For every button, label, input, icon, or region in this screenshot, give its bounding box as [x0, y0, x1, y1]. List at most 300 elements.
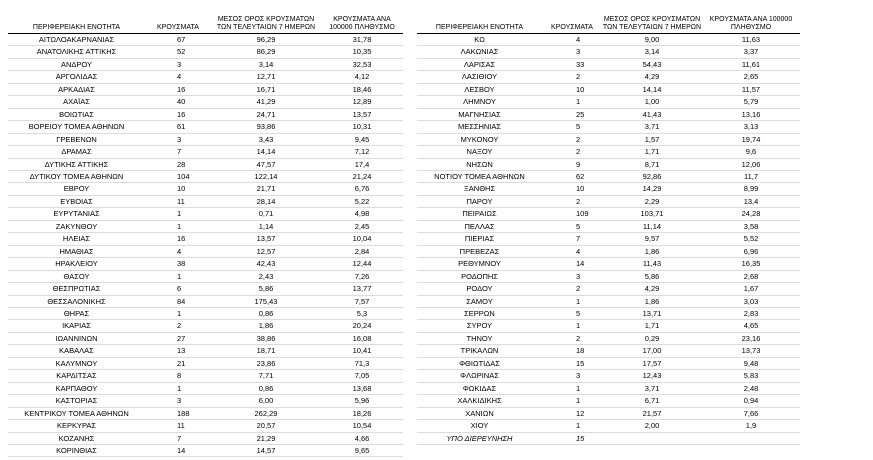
region-cell: ΓΡΕΒΕΝΩΝ [8, 133, 145, 145]
per100k-cell: 5,3 [321, 307, 403, 319]
cases-cell: 4 [542, 245, 602, 257]
table-row [417, 183, 800, 195]
table-row [417, 270, 800, 282]
region-cell: ΛΗΜΝΟΥ [417, 96, 542, 108]
per100k-cell: 2,84 [321, 245, 403, 257]
avg7-cell: 54,43 [602, 58, 702, 70]
table-row [8, 345, 403, 357]
region-cell: ΘΗΡΑΣ [8, 307, 145, 319]
per100k-cell: 7,05 [321, 370, 403, 382]
avg7-cell: 6,00 [211, 395, 321, 407]
table-row [8, 208, 403, 220]
avg7-cell: 1,71 [602, 320, 702, 332]
avg7-cell: 5,86 [602, 270, 702, 282]
region-cell: ΧΑΝΙΩΝ [417, 407, 542, 419]
avg7-cell: 92,86 [602, 170, 702, 182]
table-row [8, 245, 403, 257]
per100k-cell: 3,13 [702, 121, 800, 133]
per100k-cell: 10,41 [321, 345, 403, 357]
per100k-cell: 10,54 [321, 420, 403, 432]
table-row [8, 121, 403, 133]
table-row [8, 332, 403, 344]
region-cell: ΗΜΑΘΙΑΣ [8, 245, 145, 257]
table-row [417, 283, 800, 295]
table-row [417, 258, 800, 270]
cases-cell: 3 [542, 270, 602, 282]
region-cell: ΚΑΡΠΑΘΟΥ [8, 382, 145, 394]
avg7-cell: 12,43 [602, 370, 702, 382]
region-cell: ΡΕΘΥΜΝΟΥ [417, 258, 542, 270]
table-body-left [8, 34, 403, 457]
region-cell: ΔΥΤΙΚΗΣ ΑΤΤΙΚΗΣ [8, 158, 145, 170]
region-cell: ΣΥΡΟΥ [417, 320, 542, 332]
cases-cell: 10 [542, 83, 602, 95]
cases-cell: 3 [542, 46, 602, 58]
region-cell: ΝΟΤΙΟΥ ΤΟΜΕΑ ΑΘΗΝΩΝ [417, 170, 542, 182]
table-row [8, 258, 403, 270]
cases-cell: 11 [145, 420, 211, 432]
cases-cell: 10 [542, 183, 602, 195]
cases-cell: 4 [145, 245, 211, 257]
per100k-cell: 11,61 [702, 58, 800, 70]
avg7-cell: 1,00 [602, 96, 702, 108]
cases-cell: 2 [542, 133, 602, 145]
table-row [8, 46, 403, 58]
per100k-cell: 9,6 [702, 146, 800, 158]
region-cell: ΖΑΚΥΝΘΟΥ [8, 220, 145, 232]
avg7-cell: 103,71 [602, 208, 702, 220]
per100k-cell: 7,26 [321, 270, 403, 282]
region-cell: ΚΑΒΑΛΑΣ [8, 345, 145, 357]
cases-cell: 8 [145, 370, 211, 382]
cases-cell: 1 [145, 220, 211, 232]
table-row [417, 220, 800, 232]
table-header-row [8, 16, 403, 34]
table-row [417, 83, 800, 95]
region-cell: ΝΑΞΟΥ [417, 146, 542, 158]
avg7-cell: 1,86 [211, 320, 321, 332]
cases-cell: 14 [145, 444, 211, 456]
per100k-cell: 11,63 [702, 34, 800, 46]
avg7-cell: 9,00 [602, 34, 702, 46]
per100k-cell: 4,98 [321, 208, 403, 220]
per100k-cell: 12,89 [321, 96, 403, 108]
per100k-cell: 3,03 [702, 295, 800, 307]
cases-cell: 2 [145, 320, 211, 332]
per100k-cell: 18,46 [321, 83, 403, 95]
table-row [8, 432, 403, 444]
per100k-cell: 10,35 [321, 46, 403, 58]
avg7-cell: 41,29 [211, 96, 321, 108]
avg7-cell: 41,43 [602, 108, 702, 120]
region-cell: ΠΕΛΛΑΣ [417, 220, 542, 232]
region-cell: ΑΡΚΑΔΙΑΣ [8, 83, 145, 95]
per100k-cell: 5,52 [702, 233, 800, 245]
per100k-cell: 0,94 [702, 395, 800, 407]
region-cell: ΔΥΤΙΚΟΥ ΤΟΜΕΑ ΑΘΗΝΩΝ [8, 170, 145, 182]
per100k-cell: 5,22 [321, 195, 403, 207]
table-row [417, 58, 800, 70]
table-row [417, 420, 800, 432]
region-cell: ΦΘΙΩΤΙΔΑΣ [417, 357, 542, 369]
region-cell: ΚΑΛΥΜΝΟΥ [8, 357, 145, 369]
cases-cell: 67 [145, 34, 211, 46]
cases-cell: 27 [145, 332, 211, 344]
region-cell: ΧΑΛΚΙΔΙΚΗΣ [417, 395, 542, 407]
region-cell: ΗΛΕΙΑΣ [8, 233, 145, 245]
per100k-cell: 9,48 [702, 357, 800, 369]
avg7-cell: 2,29 [602, 195, 702, 207]
header-per100k: ΚΡΟΥΣΜΑΤΑ ΑΝΑ 100000 ΠΛΗΘΥΣΜΟ [321, 16, 403, 34]
per100k-cell: 9,65 [321, 444, 403, 456]
table-row [8, 220, 403, 232]
per100k-cell: 5,79 [702, 96, 800, 108]
cases-cell: 3 [145, 133, 211, 145]
avg7-cell: 262,29 [211, 407, 321, 419]
cases-cell: 11 [145, 195, 211, 207]
per100k-cell: 3,58 [702, 220, 800, 232]
avg7-cell: 1,57 [602, 133, 702, 145]
table-row [8, 407, 403, 419]
cases-cell: 2 [542, 195, 602, 207]
cases-cell: 33 [542, 58, 602, 70]
cases-cell: 38 [145, 258, 211, 270]
avg7-cell: 3,71 [602, 382, 702, 394]
table-row [417, 108, 800, 120]
per100k-cell: 2,48 [702, 382, 800, 394]
cases-cell: 6 [145, 283, 211, 295]
table-row [8, 146, 403, 158]
table-row [8, 58, 403, 70]
cases-cell: 18 [542, 345, 602, 357]
cases-cell: 9 [542, 158, 602, 170]
cases-cell: 1 [145, 382, 211, 394]
cases-cell: 84 [145, 295, 211, 307]
header-region: ΠΕΡΙΦΕΡΕΙΑΚΗ ΕΝΟΤΗΤΑ [8, 16, 145, 34]
avg7-cell: 17,57 [602, 357, 702, 369]
avg7-cell: 24,71 [211, 108, 321, 120]
region-cell: ΜΥΚΟΝΟΥ [417, 133, 542, 145]
table-row [417, 208, 800, 220]
cases-cell: 21 [145, 357, 211, 369]
avg7-cell: 9,57 [602, 233, 702, 245]
avg7-cell: 14,57 [211, 444, 321, 456]
table-row [8, 395, 403, 407]
region-cell: ΑΝΑΤΟΛΙΚΗΣ ΑΤΤΙΚΗΣ [8, 46, 145, 58]
avg7-cell: 3,71 [602, 121, 702, 133]
per100k-cell: 5,83 [702, 370, 800, 382]
table-row [417, 357, 800, 369]
avg7-cell: 1,86 [602, 245, 702, 257]
cases-cell: 2 [542, 71, 602, 83]
region-cell: ΛΑΣΙΘΙΟΥ [417, 71, 542, 83]
table-row [417, 370, 800, 382]
avg7-cell: 14,14 [211, 146, 321, 158]
region-cell: ΙΚΑΡΙΑΣ [8, 320, 145, 332]
per100k-cell: 20,24 [321, 320, 403, 332]
region-cell: ΦΛΩΡΙΝΑΣ [417, 370, 542, 382]
table-row [417, 121, 800, 133]
region-cell: ΚΑΣΤΟΡΙΑΣ [8, 395, 145, 407]
table-row [417, 170, 800, 182]
table-row [417, 320, 800, 332]
region-cell: ΛΑΚΩΝΙΑΣ [417, 46, 542, 58]
cases-cell: 7 [542, 233, 602, 245]
region-cell: ΡΟΔΟΥ [417, 283, 542, 295]
per100k-cell: 7,57 [321, 295, 403, 307]
cases-table-left [8, 16, 403, 457]
cases-cell: 3 [145, 58, 211, 70]
region-cell: ΞΑΝΘΗΣ [417, 183, 542, 195]
avg7-cell: 12,57 [211, 245, 321, 257]
cases-cell: 7 [145, 146, 211, 158]
cases-cell: 40 [145, 96, 211, 108]
per100k-cell: 1,67 [702, 283, 800, 295]
per100k-cell: 3,37 [702, 46, 800, 58]
header-avg7: ΜΕΣΟΣ ΟΡΟΣ ΚΡΟΥΣΜΑΤΩΝ ΤΩΝ ΤΕΛΕΥΤΑΙΩΝ 7 ΗΜΕΡΩΝ [211, 16, 321, 34]
per100k-cell: 21,24 [321, 170, 403, 182]
table-row [8, 133, 403, 145]
region-cell: ΠΡΕΒΕΖΑΣ [417, 245, 542, 257]
table-row [417, 332, 800, 344]
avg7-cell: 21,71 [211, 183, 321, 195]
table-row [8, 108, 403, 120]
region-cell: ΧΙΟΥ [417, 420, 542, 432]
per100k-cell: 9,45 [321, 133, 403, 145]
per100k-cell: 4,65 [702, 320, 800, 332]
cases-cell: 3 [145, 395, 211, 407]
avg7-cell: 16,71 [211, 83, 321, 95]
cases-cell: 62 [542, 170, 602, 182]
table-row [417, 245, 800, 257]
avg7-cell: 175,43 [211, 295, 321, 307]
table-row [8, 195, 403, 207]
per100k-cell: 11,57 [702, 83, 800, 95]
per100k-cell: 16,08 [321, 332, 403, 344]
region-cell: ΣΑΜΟΥ [417, 295, 542, 307]
region-cell: ΚΕΝΤΡΙΚΟΥ ΤΟΜΕΑ ΑΘΗΝΩΝ [8, 407, 145, 419]
per100k-cell: 13,68 [321, 382, 403, 394]
avg7-cell: 21,29 [211, 432, 321, 444]
avg7-cell: 23,86 [211, 357, 321, 369]
region-cell: ΚΟΖΑΝΗΣ [8, 432, 145, 444]
cases-cell: 109 [542, 208, 602, 220]
region-cell: ΛΑΡΙΣΑΣ [417, 58, 542, 70]
avg7-cell: 0,86 [211, 382, 321, 394]
table-row [8, 34, 403, 46]
per100k-cell: 6,76 [321, 183, 403, 195]
region-cell: ΜΕΣΣΗΝΙΑΣ [417, 121, 542, 133]
avg7-cell: 42,43 [211, 258, 321, 270]
table-row [8, 183, 403, 195]
cases-cell: 1 [542, 320, 602, 332]
cases-cell: 5 [542, 307, 602, 319]
per100k-cell: 12,06 [702, 158, 800, 170]
per100k-cell: 10,04 [321, 233, 403, 245]
region-cell: ΗΡΑΚΛΕΙΟΥ [8, 258, 145, 270]
per100k-cell: 24,28 [702, 208, 800, 220]
per100k-cell: 2,68 [702, 270, 800, 282]
cases-cell: 14 [542, 258, 602, 270]
table-row [8, 270, 403, 282]
per100k-cell: 13,73 [702, 345, 800, 357]
avg7-cell: 4,29 [602, 283, 702, 295]
table-row [8, 307, 403, 319]
cases-cell: 1 [145, 270, 211, 282]
per100k-cell: 2,65 [702, 71, 800, 83]
per100k-cell: 11,7 [702, 170, 800, 182]
avg7-cell: 1,86 [602, 295, 702, 307]
region-cell: ΕΥΡΥΤΑΝΙΑΣ [8, 208, 145, 220]
cases-cell: 15 [542, 432, 602, 444]
per100k-cell: 23,16 [702, 332, 800, 344]
per100k-cell: 19,74 [702, 133, 800, 145]
region-cell: ΝΗΣΩΝ [417, 158, 542, 170]
avg7-cell: 6,71 [602, 395, 702, 407]
header-cases: ΚΡΟΥΣΜΑΤΑ [145, 16, 211, 34]
avg7-cell: 28,14 [211, 195, 321, 207]
table-row [8, 370, 403, 382]
avg7-cell: 12,71 [211, 71, 321, 83]
table-row [8, 444, 403, 456]
cases-cell: 1 [542, 420, 602, 432]
cases-cell: 16 [145, 83, 211, 95]
table-row [417, 34, 800, 46]
table-row [417, 158, 800, 170]
per100k-cell: 12,44 [321, 258, 403, 270]
per100k-cell: 32,53 [321, 58, 403, 70]
avg7-cell: 96,29 [211, 34, 321, 46]
header-region: ΠΕΡΙΦΕΡΕΙΑΚΗ ΕΝΟΤΗΤΑ [417, 16, 542, 34]
cases-cell: 1 [542, 382, 602, 394]
region-cell: ΑΧΑΪΑΣ [8, 96, 145, 108]
per100k-cell: 16,35 [702, 258, 800, 270]
avg7-cell: 2,00 [602, 420, 702, 432]
cases-cell: 1 [145, 208, 211, 220]
avg7-cell: 1,71 [602, 146, 702, 158]
cases-cell: 1 [542, 395, 602, 407]
cases-cell: 25 [542, 108, 602, 120]
table-row [8, 71, 403, 83]
avg7-cell: 18,71 [211, 345, 321, 357]
region-cell: ΑΙΤΩΛΟΑΚΑΡΝΑΝΙΑΣ [8, 34, 145, 46]
table-row [417, 133, 800, 145]
header-avg7: ΜΕΣΟΣ ΟΡΟΣ ΚΡΟΥΣΜΑΤΩΝ ΤΩΝ ΤΕΛΕΥΤΑΙΩΝ 7 ΗΜΕΡΩΝ [602, 16, 702, 34]
table-row [8, 96, 403, 108]
cases-cell: 4 [145, 71, 211, 83]
avg7-cell: 11,43 [602, 258, 702, 270]
table-row [8, 83, 403, 95]
table-row [8, 382, 403, 394]
avg7-cell: 3,14 [602, 46, 702, 58]
per100k-cell: 71,3 [321, 357, 403, 369]
avg7-cell: 7,71 [211, 370, 321, 382]
avg7-cell: 38,86 [211, 332, 321, 344]
per100k-cell: 13,57 [321, 108, 403, 120]
table-row [417, 395, 800, 407]
table-row [417, 195, 800, 207]
table-row [8, 357, 403, 369]
avg7-cell: 47,57 [211, 158, 321, 170]
table-row [8, 233, 403, 245]
cases-cell: 12 [542, 407, 602, 419]
region-cell: ΚΟΡΙΝΘΙΑΣ [8, 444, 145, 456]
region-cell: ΕΒΡΟΥ [8, 183, 145, 195]
region-cell: ΦΩΚΙΔΑΣ [417, 382, 542, 394]
region-cell: ΠΑΡΟΥ [417, 195, 542, 207]
avg7-cell: 1,14 [211, 220, 321, 232]
per100k-cell: 5,96 [321, 395, 403, 407]
table-row [417, 96, 800, 108]
cases-cell: 1 [542, 295, 602, 307]
avg7-cell: 93,86 [211, 121, 321, 133]
region-cell: ΤΗΝΟΥ [417, 332, 542, 344]
region-cell: ΥΠΟ ΔΙΕΡΕΥΝΗΣΗ [417, 432, 542, 444]
region-cell: ΠΕΙΡΑΙΩΣ [417, 208, 542, 220]
table-row [417, 432, 800, 444]
region-cell: ΘΕΣΣΑΛΟΝΙΚΗΣ [8, 295, 145, 307]
cases-cell: 15 [542, 357, 602, 369]
avg7-cell: 14,29 [602, 183, 702, 195]
cases-cell: 2 [542, 283, 602, 295]
cases-cell: 16 [145, 233, 211, 245]
per100k-cell: 1,9 [702, 420, 800, 432]
per100k-cell [702, 432, 800, 444]
avg7-cell: 13,71 [602, 307, 702, 319]
avg7-cell: 20,57 [211, 420, 321, 432]
region-cell: ΕΥΒΟΙΑΣ [8, 195, 145, 207]
table-row [417, 407, 800, 419]
per100k-cell: 13,4 [702, 195, 800, 207]
per100k-cell: 17,4 [321, 158, 403, 170]
per100k-cell: 4,66 [321, 432, 403, 444]
table-row [8, 283, 403, 295]
avg7-cell: 2,43 [211, 270, 321, 282]
avg7-cell: 122,14 [211, 170, 321, 182]
avg7-cell: 4,29 [602, 71, 702, 83]
cases-cell: 188 [145, 407, 211, 419]
per100k-cell: 18,26 [321, 407, 403, 419]
table-row [417, 382, 800, 394]
per100k-cell: 13,77 [321, 283, 403, 295]
table-row [8, 420, 403, 432]
per100k-cell: 4,12 [321, 71, 403, 83]
cases-cell: 5 [542, 220, 602, 232]
table-row [417, 295, 800, 307]
avg7-cell: 3,43 [211, 133, 321, 145]
per100k-cell: 13,16 [702, 108, 800, 120]
region-cell: ΚΩ [417, 34, 542, 46]
avg7-cell: 0,86 [211, 307, 321, 319]
cases-cell: 7 [145, 432, 211, 444]
per100k-cell: 31,78 [321, 34, 403, 46]
per100k-cell: 6,96 [702, 245, 800, 257]
cases-cell: 2 [542, 332, 602, 344]
table-row [8, 158, 403, 170]
cases-cell: 104 [145, 170, 211, 182]
region-cell: ΒΟΙΩΤΙΑΣ [8, 108, 145, 120]
cases-cell: 13 [145, 345, 211, 357]
region-cell: ΣΕΡΡΩΝ [417, 307, 542, 319]
region-cell: ΙΩΑΝΝΙΝΩΝ [8, 332, 145, 344]
avg7-cell: 21,57 [602, 407, 702, 419]
cases-cell: 16 [145, 108, 211, 120]
cases-cell: 5 [542, 121, 602, 133]
per100k-cell: 10,31 [321, 121, 403, 133]
cases-table-right [417, 16, 800, 445]
cases-cell: 10 [145, 183, 211, 195]
table-row [417, 46, 800, 58]
